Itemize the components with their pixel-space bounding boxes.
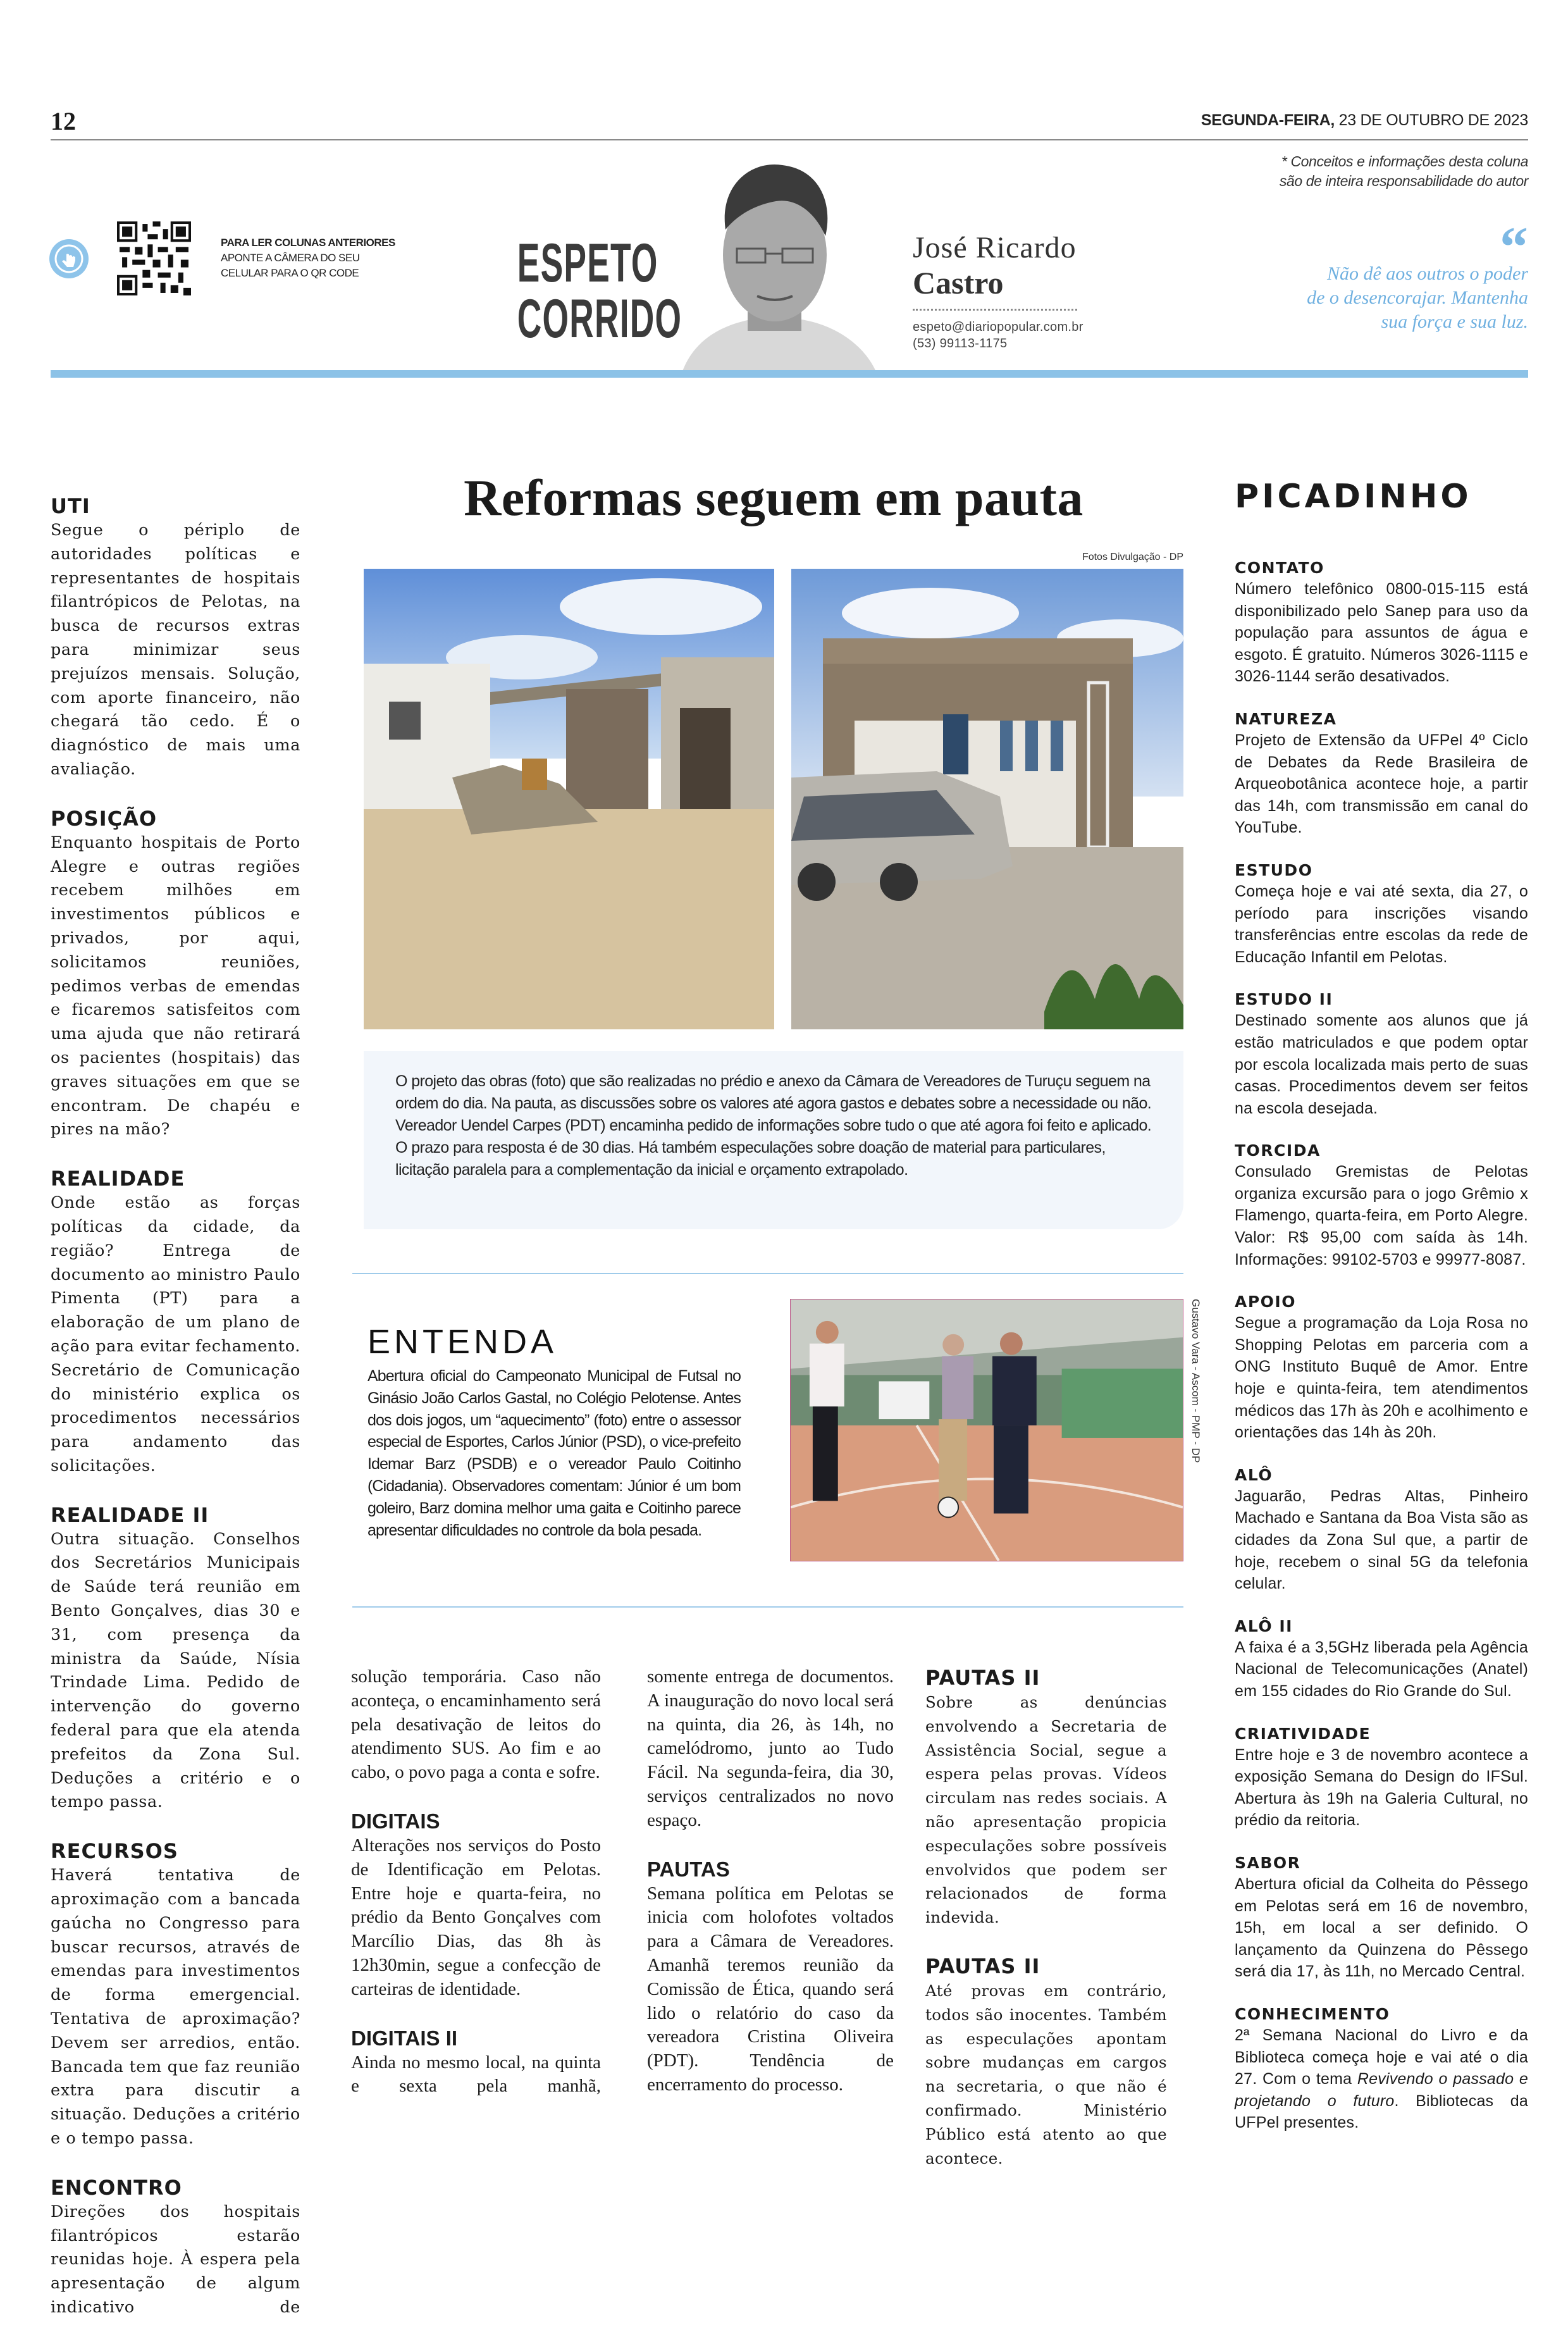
section-title: DIGITAIS [351, 1809, 440, 1833]
section-title: REALIDADE [51, 1167, 185, 1191]
qr-instructions-title: PARA LER COLUNAS ANTERIORES [221, 237, 395, 249]
header-accent-rule [51, 370, 1528, 378]
section-title: PAUTAS II [925, 1666, 1040, 1690]
photo-caption: O projeto das obras (foto) que são realizadas no prédio e anexo da Câmara de Vereadores de Turuçu seguem na ordem do dia. Na pauta, as discussões sobre os valores até agora gastos e debates sobre a necessidade ou não. Vereador Uendel Carpes (PDT) encaminha pedido de informações sobre tudo o que até agora foi feito e aplicado. O prazo para resposta é de 30 dias. Há também especulações sobre doação de material para particulares, licitação paralela para a complementação da inicial e orçamento extrapolado. [395, 1072, 1152, 1179]
lower-column-3 [925, 1665, 1167, 2194]
construction-photo [364, 569, 774, 1029]
item-title: SABOR [1235, 1853, 1301, 1872]
lower-column-2 [647, 1665, 894, 2121]
section-title: ENCONTRO [51, 2175, 182, 2200]
disclaimer-line: * Conceitos e informações desta coluna [1281, 153, 1528, 170]
divider [913, 309, 1077, 311]
author-phone: (53) 99113-1175 [913, 337, 1008, 350]
photo-credit: Gustavo Vara - Ascom - PMP - DP [1190, 1299, 1202, 1463]
divider [352, 1273, 1183, 1274]
quote-line: sua força e sua luz. [1381, 311, 1528, 332]
item-title: CONHECIMENTO [1235, 2004, 1390, 2023]
section-body: somente entrega de documentos. A inauguração do novo local será na quinta, dia 26, às 14h, no camelódromo, junto ao Tudo Fácil. Na segunda-feira, dia 30, serviços centralizados no novo espaço. [647, 1666, 894, 1830]
item-body: Jaguarão, Pedras Altas, Pinheiro Machado e Santana da Boa Vista são as cidades da Zona Sul que, a partir de hoje, recebem o sinal 5G da telefonia celular. [1235, 1487, 1528, 1593]
qr-code[interactable] [117, 221, 191, 295]
headline: Reformas seguem em pauta [464, 469, 1083, 526]
disclaimer-line: são de inteira responsabilidade do autor [1279, 173, 1528, 189]
section-title: RECURSOS [51, 1839, 178, 1864]
section-body: Semana política em Pelotas se inicia com holofotes voltados para a Câmara de Vereadores. Amanhã teremos reunião da Comissão de Ética, quando será lido o relatório do caso da vereadora Cristina Oliveira (PDT). Tendência de encerramento do processo. [647, 1883, 894, 2095]
picadinho-column [1235, 474, 1528, 2155]
section-body: Ainda no mesmo local, na quinta e sexta pela manhã, [351, 2052, 601, 2097]
item-title: CRIATIVIDADE [1235, 1724, 1371, 1743]
author-photo [656, 154, 891, 375]
divider [352, 1606, 1183, 1608]
item-body: Entre hoje e 3 de novembro acontece a exposição Semana do Design do IFSul. Abertura às 19h na Galeria Cultural, no prédio da reitoria. [1235, 1746, 1528, 1830]
date-text: 23 DE OUTUBRO DE 2023 [1334, 111, 1528, 129]
item-body [1235, 2025, 1528, 2134]
left-column [51, 493, 300, 2344]
item-body: A faixa é a 3,5GHz liberada pela Agência Nacional de Telecomunicações (Anatel) em 155 cidades do Rio Grande do Sul. [1235, 1638, 1528, 1700]
column-logo-line: ESPETO [517, 233, 658, 294]
item-body-text: . Bibliotecas da UFPel presentes. [1235, 2092, 1528, 2132]
section-body: Direções dos hospitais filantrópicos estarão reunidas hoje. À espera pela apresentação de algum indicativo de [51, 2202, 300, 2317]
date-weekday: SEGUNDA-FEIRA, [1201, 111, 1335, 129]
publication-date [1201, 111, 1528, 130]
section-title: UTI [51, 494, 90, 518]
section-body: Outra situação. Conselhos dos Secretários Municipais de Saúde terá reunião em Bento Gonçalves, dias 30 e 31, com presença da ministra da Saúde, Nísia Trindade Lima. Pedido de intervenção do governo federal para que ela atenda prefeitos da Zona Sul. Deduções a critério e o tempo passa. [51, 1529, 300, 1812]
section-title: DIGITAIS II [351, 2026, 458, 2050]
section-body: Haverá tentativa de aproximação com a bancada gaúcha no Congresso para buscar recursos, através de emendas para investimentos de forma emergencial. Tentativa de aproximação? Devem ser arredios, então. Bancada tem que faz reunião extra para discutir a situação. Deduções a critério e o tempo passa. [51, 1866, 300, 2149]
chamber-building-photo [791, 569, 1183, 1029]
section-body: Até provas em contrário, todos são inocentes. Também as especulações apontam sobre mudanças em cargos na secretaria, o que não é confirmado. Ministério Público está atento ao que acontece. [925, 1981, 1167, 2167]
section-body: Segue o périplo de autoridades políticas e representantes de hospitais filantrópicos de Pelotas, na busca de recursos extras para minimizar seus prejuízos mensais. Solução, com aporte financeiro, não chegará tão cedo. É o diagnóstico de mais uma avaliação. [51, 521, 300, 779]
header-rule [51, 139, 1528, 140]
item-body: Segue a programação da Loja Rosa no Shopping Pelotas em parceria com a ONG Instituto Buquê de Amor. Entre hoje e quinta-feira, tem atendimentos médicos das 17h às 20h e acolhimento e orientações das 14h às 20h. [1235, 1314, 1528, 1442]
item-title: ESTUDO [1235, 860, 1313, 879]
section-title: PAUTAS II [925, 1954, 1040, 1978]
picadinho-title: PICADINHO [1235, 478, 1472, 516]
futsal-photo [790, 1299, 1183, 1561]
author-contact [913, 319, 1083, 352]
quote-line: de o desencorajar. Mantenha [1307, 287, 1528, 308]
section-title: REALIDADE II [51, 1503, 209, 1527]
entenda-body: Abertura oficial do Campeonato Municipal de Futsal no Ginásio João Carlos Gastal, no Colégio Pelotense. Antes dos dois jogos, um “aquecimento” (foto) entre o assessor especial de Esportes, Carlos Júnior (PSD), o vice-prefeito Idemar Barz (PSDB) e o vereador Paulo Coitinho (Cidadania). Observadores comentam: Júnior é um bom goleiro, Barz domina melhor uma gaita e Coitinho parece apresentar dificuldades no controle da bola pesada. [367, 1367, 741, 1539]
item-body-italic: Revivendo o passado e projetando o futuro [1235, 2070, 1528, 2110]
section-body: Enquanto hospitais de Porto Alegre e outras regiões recebem milhões em investimentos públicos e privados, por aqui, solicitamos reuniões, pedimos verbas de emendas e ficaremos satisfeitos com uma ajuda que não retirará os pacientes (hospitais) das graves situações em que se encontram. De chapéu e pires na mão? [51, 833, 300, 1139]
qr-instructions-line: APONTE A CÂMERA DO SEU [221, 252, 360, 264]
item-body: Número telefônico 0800-015-115 está disponibilizado pelo Sanep para uso da população para assuntos de água e esgoto. É gratuito. Números 3026-1115 e 3026-1144 serão desativados. [1235, 580, 1528, 686]
item-body: Projeto de Extensão da UFPel 4º Ciclo de Debates da Rede Brasileira de Arqueobotânica acontece hoje, a partir das 14h, com transmissão em canal do YouTube. [1235, 731, 1528, 837]
section-body: solução temporária. Caso não aconteça, o encaminhamento será pela desativação de leitos do atendimento SUS. Ao fim e ao cabo, o povo paga a conta e sofre. [351, 1666, 601, 1783]
item-title: CONTATO [1235, 559, 1324, 577]
column-logo [517, 233, 682, 349]
disclaimer [1280, 152, 1528, 191]
item-body: Destinado somente aos alunos que já estão matriculados e que podem optar por escola localizada mais perto de suas casas. Procedimentos devem ser feitos na escola desejada. [1235, 1012, 1528, 1117]
quote-icon: “ [1500, 216, 1528, 278]
item-title: ESTUDO II [1235, 990, 1333, 1009]
qr-instructions-line: CELULAR PARA O QR CODE [221, 267, 359, 279]
item-body: Começa hoje e vai até sexta, dia 27, o período para inscrições visando transferências entre escolas da rede de Educação Infantil em Pelotas. [1235, 882, 1528, 966]
item-title: ALÔ [1235, 1465, 1273, 1484]
item-title: NATUREZA [1235, 709, 1337, 728]
section-body: Sobre as denúncias envolvendo a Secretaria de Assistência Social, segue a espera pelas provas. Vídeos circulam nas redes sociais. A não apresentação propicia especulações sobre possíveis envolvidos que podem ser relacionados de forma indevida. [925, 1693, 1167, 1927]
item-body: Consulado Gremistas de Pelotas organiza excursão para o jogo Grêmio x Flamengo, quarta-feira, em Porto Alegre. Valor: R$ 95,00 com saída às 14h. Informações: 99102-5703 e 99977-8087. [1235, 1163, 1528, 1268]
item-title: APOIO [1235, 1293, 1296, 1312]
section-title: PAUTAS [647, 1857, 730, 1881]
photo-credit: Fotos Divulgação - DP [1082, 552, 1183, 562]
author-first-name: José Ricardo [913, 231, 1077, 264]
section-title: POSIÇÃO [51, 806, 157, 831]
page-number: 12 [51, 107, 76, 135]
column-logo-line: CORRIDO [517, 288, 682, 349]
item-body: Abertura oficial da Colheita do Pêssego em Pelotas será em 16 de novembro, 15h, em local a ser definido. O lançamento da Quinzena do Pêssego será dia 17, às 11h, no Mercado Central. [1235, 1875, 1528, 1981]
entenda-title: ENTENDA [367, 1323, 558, 1361]
section-body: Onde estão as forças políticas da cidade, da região? Entrega de documento ao ministro Paulo Pimenta (PT) para a elaboração de um plano de ação para evitar fechamento. Secretário de Comunicação do ministério explica os procedimentos necessários para andamento das solicitações. [51, 1193, 300, 1475]
hand-tap-icon [49, 239, 89, 278]
author-last-name: Castro [913, 265, 1004, 301]
item-title: TORCIDA [1235, 1141, 1321, 1160]
item-title: ALÔ II [1235, 1616, 1293, 1635]
quote [1307, 262, 1528, 334]
section-body: Alterações nos serviços do Posto de Identificação em Pelotas. Entre hoje e quarta-feira, no prédio da Bento Gonçalves com Marcílio Dias, das 8h às 12h30min, segue a confecção de carteiras de identidade. [351, 1835, 601, 1999]
quote-line: Não dê aos outros o poder [1326, 263, 1528, 284]
qr-instructions [221, 235, 395, 281]
lower-column-1 [351, 1665, 601, 2123]
author-email[interactable]: espeto@diariopopular.com.br [913, 320, 1083, 334]
item-body-text: 2ª Semana Nacional do Livro e da Biblioteca começa hoje e vai até o dia 27. Com o tema [1235, 2026, 1528, 2088]
